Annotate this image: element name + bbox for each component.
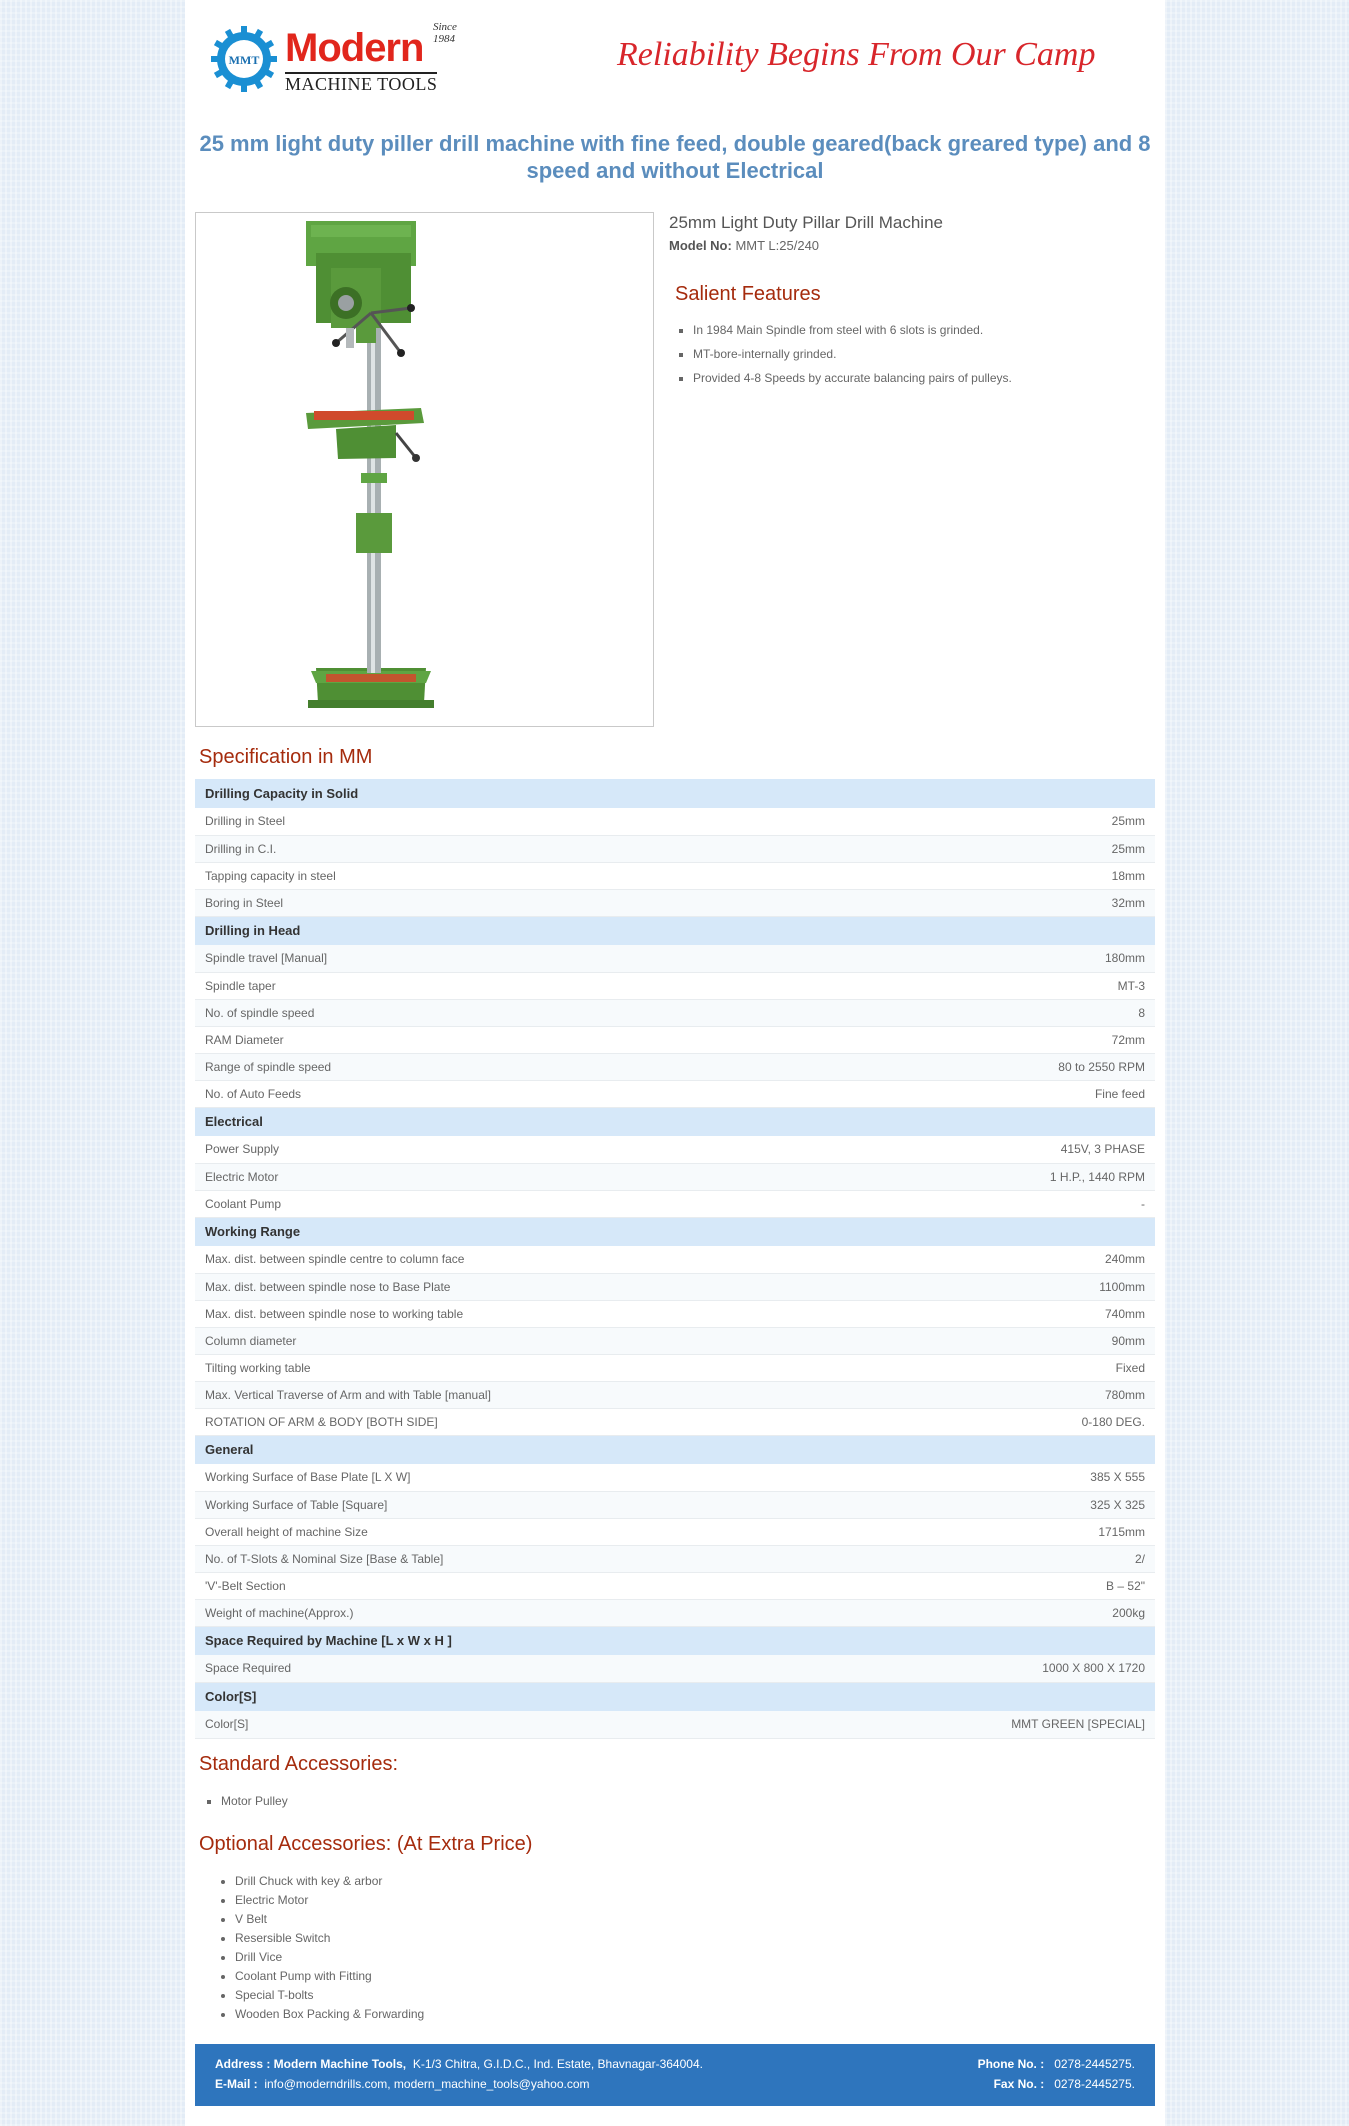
- spec-value: 32mm: [834, 889, 1155, 916]
- table-row: [195, 889, 1155, 916]
- spec-value: 200kg: [834, 1599, 1155, 1626]
- spec-label: Weight of machine(Approx.): [195, 1599, 834, 1626]
- table-row: [195, 862, 1155, 889]
- optional-accessories-list: [199, 1872, 1151, 2024]
- spec-value: -: [834, 1190, 1155, 1217]
- spec-label: Max. dist. between spindle centre to column face: [195, 1246, 834, 1273]
- features-heading: Salient Features: [675, 283, 821, 305]
- table-row: [195, 1408, 1155, 1435]
- table-row: [195, 1246, 1155, 1273]
- model-label: Model No:: [669, 238, 732, 253]
- spec-value: 1000 X 800 X 1720: [834, 1655, 1155, 1682]
- spec-group-row: [195, 1435, 1155, 1464]
- spec-value: 740mm: [834, 1300, 1155, 1327]
- table-row: [195, 1354, 1155, 1381]
- spec-label: Power Supply: [195, 1136, 834, 1163]
- spec-value: 415V, 3 PHASE: [834, 1136, 1155, 1163]
- spec-value: 18mm: [834, 862, 1155, 889]
- spec-value: 1 H.P., 1440 RPM: [834, 1163, 1155, 1190]
- spec-value: 180mm: [834, 945, 1155, 972]
- optional-accessories-heading: Optional Accessories: (At Extra Price): [199, 1832, 533, 1855]
- spec-group-row: [195, 779, 1155, 808]
- spec-value: 780mm: [834, 1381, 1155, 1408]
- spec-group-title: Working Range: [195, 1217, 1155, 1246]
- logo-name: Modern: [285, 26, 424, 70]
- list-item: • V Belt: [235, 1910, 1151, 1929]
- spec-label: No. of T-Slots & Nominal Size [Base & Table]: [195, 1545, 834, 1572]
- spec-label: ROTATION OF ARM & BODY [BOTH SIDE]: [195, 1408, 834, 1435]
- spec-group-row: [195, 1682, 1155, 1711]
- table-row: [195, 1572, 1155, 1599]
- spec-group-row: [195, 916, 1155, 945]
- footer-address-line: [215, 2054, 1135, 2074]
- list-item: • Coolant Pump with Fitting: [235, 1967, 1151, 1986]
- table-row: [195, 1273, 1155, 1300]
- pillar-drill-illustration: [196, 213, 653, 726]
- product-info: [669, 212, 1149, 390]
- footer: [195, 2044, 1155, 2106]
- spec-group-title: Drilling Capacity in Solid: [195, 779, 1155, 808]
- logo-subtitle: MACHINE TOOLS: [285, 74, 438, 94]
- table-row: [195, 1327, 1155, 1354]
- table-row: [195, 1163, 1155, 1190]
- table-row: [195, 1518, 1155, 1545]
- spec-label: No. of Auto Feeds: [195, 1080, 834, 1107]
- table-row: [195, 1545, 1155, 1572]
- spec-value: 8: [834, 999, 1155, 1026]
- spec-label: RAM Diameter: [195, 1026, 834, 1053]
- spec-value: 72mm: [834, 1026, 1155, 1053]
- spec-value: 325 X 325: [834, 1491, 1155, 1518]
- spec-label: Working Surface of Base Plate [L X W]: [195, 1464, 834, 1491]
- spec-group-title: Electrical: [195, 1107, 1155, 1136]
- spec-label: Electric Motor: [195, 1163, 834, 1190]
- list-item: • Special T-bolts: [235, 1986, 1151, 2005]
- spec-label: No. of spindle speed: [195, 999, 834, 1026]
- spec-label: Coolant Pump: [195, 1190, 834, 1217]
- spec-value: 25mm: [834, 835, 1155, 862]
- table-row: [195, 1080, 1155, 1107]
- spec-group-row: [195, 1626, 1155, 1655]
- spec-label: Boring in Steel: [195, 889, 834, 916]
- svg-text:MMT: MMT: [228, 53, 260, 67]
- list-item: • Drill Chuck with key & arbor: [235, 1872, 1151, 1891]
- spec-value: 240mm: [834, 1246, 1155, 1273]
- product-image[interactable]: [195, 212, 654, 727]
- spec-value: 0-180 DEG.: [834, 1408, 1155, 1435]
- company-logo[interactable]: [211, 22, 471, 96]
- standard-accessories-list: [199, 1792, 1151, 1811]
- list-item: ▪ Motor Pulley: [221, 1792, 1151, 1811]
- spec-label: Tilting working table: [195, 1354, 834, 1381]
- spec-value: Fixed: [834, 1354, 1155, 1381]
- feature-item: ▪ In 1984 Main Spindle from steel with 6 slots is grinded.: [693, 318, 1149, 342]
- spec-label: Spindle taper: [195, 972, 834, 999]
- table-row: [195, 1300, 1155, 1327]
- list-item: • Electric Motor: [235, 1891, 1151, 1910]
- email-value[interactable]: info@moderndrills.com, modern_machine_tools@yahoo.com: [264, 2077, 590, 2091]
- table-row: [195, 1711, 1155, 1738]
- spec-value: 25mm: [834, 808, 1155, 835]
- logo-since-text: Since 1984: [433, 21, 457, 45]
- header: [185, 0, 1165, 110]
- standard-accessories-heading: Standard Accessories:: [199, 1752, 398, 1775]
- model-number: [669, 238, 1149, 253]
- spec-value: Fine feed: [834, 1080, 1155, 1107]
- phone: [978, 2054, 1135, 2074]
- tagline: Reliability Begins From Our Camp: [617, 36, 1096, 73]
- list-item: • Wooden Box Packing & Forwarding: [235, 2005, 1151, 2024]
- spec-value: 385 X 555: [834, 1464, 1155, 1491]
- spec-value: MMT GREEN [SPECIAL]: [834, 1711, 1155, 1738]
- table-row: [195, 1655, 1155, 1682]
- spec-label: Overall height of machine Size: [195, 1518, 834, 1545]
- phone-label: Phone No. :: [977, 2057, 1045, 2071]
- spec-group-title: Space Required by Machine [L x W x H ]: [195, 1626, 1155, 1655]
- page-title: 25 mm light duty piller drill machine with fine feed, double geared(back greared type) and 8 speed and without Electrical: [199, 131, 1151, 183]
- list-item: • Drill Vice: [235, 1948, 1151, 1967]
- model-value: MMT L:25/240: [735, 238, 820, 253]
- spec-label: Drilling in Steel: [195, 808, 834, 835]
- features-list: [675, 318, 1149, 390]
- spec-label: Column diameter: [195, 1327, 834, 1354]
- spec-label: Range of spindle speed: [195, 1053, 834, 1080]
- spec-group-title: Color[S]: [195, 1682, 1155, 1711]
- feature-item: ▪ Provided 4-8 Speeds by accurate balancing pairs of pulleys.: [693, 366, 1149, 390]
- spec-label: 'V'-Belt Section: [195, 1572, 834, 1599]
- table-row: [195, 1190, 1155, 1217]
- product-section: [185, 212, 1165, 732]
- table-row: [195, 808, 1155, 835]
- spec-label: Max. dist. between spindle nose to working table: [195, 1300, 834, 1327]
- table-row: [195, 972, 1155, 999]
- spec-label: Max. Vertical Traverse of Arm and with Table [manual]: [195, 1381, 834, 1408]
- optional-accessories: [199, 1833, 1151, 2024]
- spec-group-row: [195, 1107, 1155, 1136]
- table-row: [195, 835, 1155, 862]
- spec-label: Space Required: [195, 1655, 834, 1682]
- fax: [994, 2074, 1135, 2094]
- spec-group-row: [195, 1217, 1155, 1246]
- salient-features: [669, 283, 1149, 390]
- table-row: [195, 1136, 1155, 1163]
- table-row: [195, 1491, 1155, 1518]
- fax-value: 0278-2445275.: [1054, 2077, 1135, 2091]
- list-item: • Resersible Switch: [235, 1929, 1151, 1948]
- email-label: E-Mail :: [215, 2077, 258, 2091]
- phone-value[interactable]: 0278-2445275.: [1054, 2057, 1135, 2071]
- table-row: [195, 1381, 1155, 1408]
- spec-heading: Specification in MM: [199, 746, 373, 768]
- table-row: [195, 945, 1155, 972]
- spec-value: MT-3: [834, 972, 1155, 999]
- spec-label: Max. dist. between spindle nose to Base Plate: [195, 1273, 834, 1300]
- table-row: [195, 1026, 1155, 1053]
- product-name: 25mm Light Duty Pillar Drill Machine: [669, 213, 943, 232]
- spec-group-title: General: [195, 1435, 1155, 1464]
- table-row: [195, 1053, 1155, 1080]
- spec-label: Spindle travel [Manual]: [195, 945, 834, 972]
- spec-value: 80 to 2550 RPM: [834, 1053, 1155, 1080]
- table-row: [195, 1599, 1155, 1626]
- gear-logo-icon: [211, 26, 277, 92]
- feature-item: ▪ MT-bore-internally grinded.: [693, 342, 1149, 366]
- spec-group-title: Drilling in Head: [195, 916, 1155, 945]
- table-row: [195, 1464, 1155, 1491]
- spec-value: 1100mm: [834, 1273, 1155, 1300]
- spec-label: Working Surface of Table [Square]: [195, 1491, 834, 1518]
- address-label: Address : Modern Machine Tools,: [215, 2057, 407, 2071]
- page: [185, 0, 1165, 2126]
- spec-value: 1715mm: [834, 1518, 1155, 1545]
- standard-accessories: [199, 1753, 1151, 1811]
- spec-value: 90mm: [834, 1327, 1155, 1354]
- spec-table: [195, 779, 1155, 1739]
- spec-value: 2/: [834, 1545, 1155, 1572]
- spec-label: Color[S]: [195, 1711, 834, 1738]
- spec-value: B – 52": [834, 1572, 1155, 1599]
- address-value: K-1/3 Chitra, G.I.D.C., Ind. Estate, Bhavnagar-364004.: [412, 2057, 703, 2071]
- table-row: [195, 999, 1155, 1026]
- spec-label: Drilling in C.I.: [195, 835, 834, 862]
- fax-label: Fax No. :: [993, 2077, 1045, 2091]
- spec-label: Tapping capacity in steel: [195, 862, 834, 889]
- specification-section: [195, 746, 1155, 1739]
- footer-email-line: [215, 2074, 1135, 2094]
